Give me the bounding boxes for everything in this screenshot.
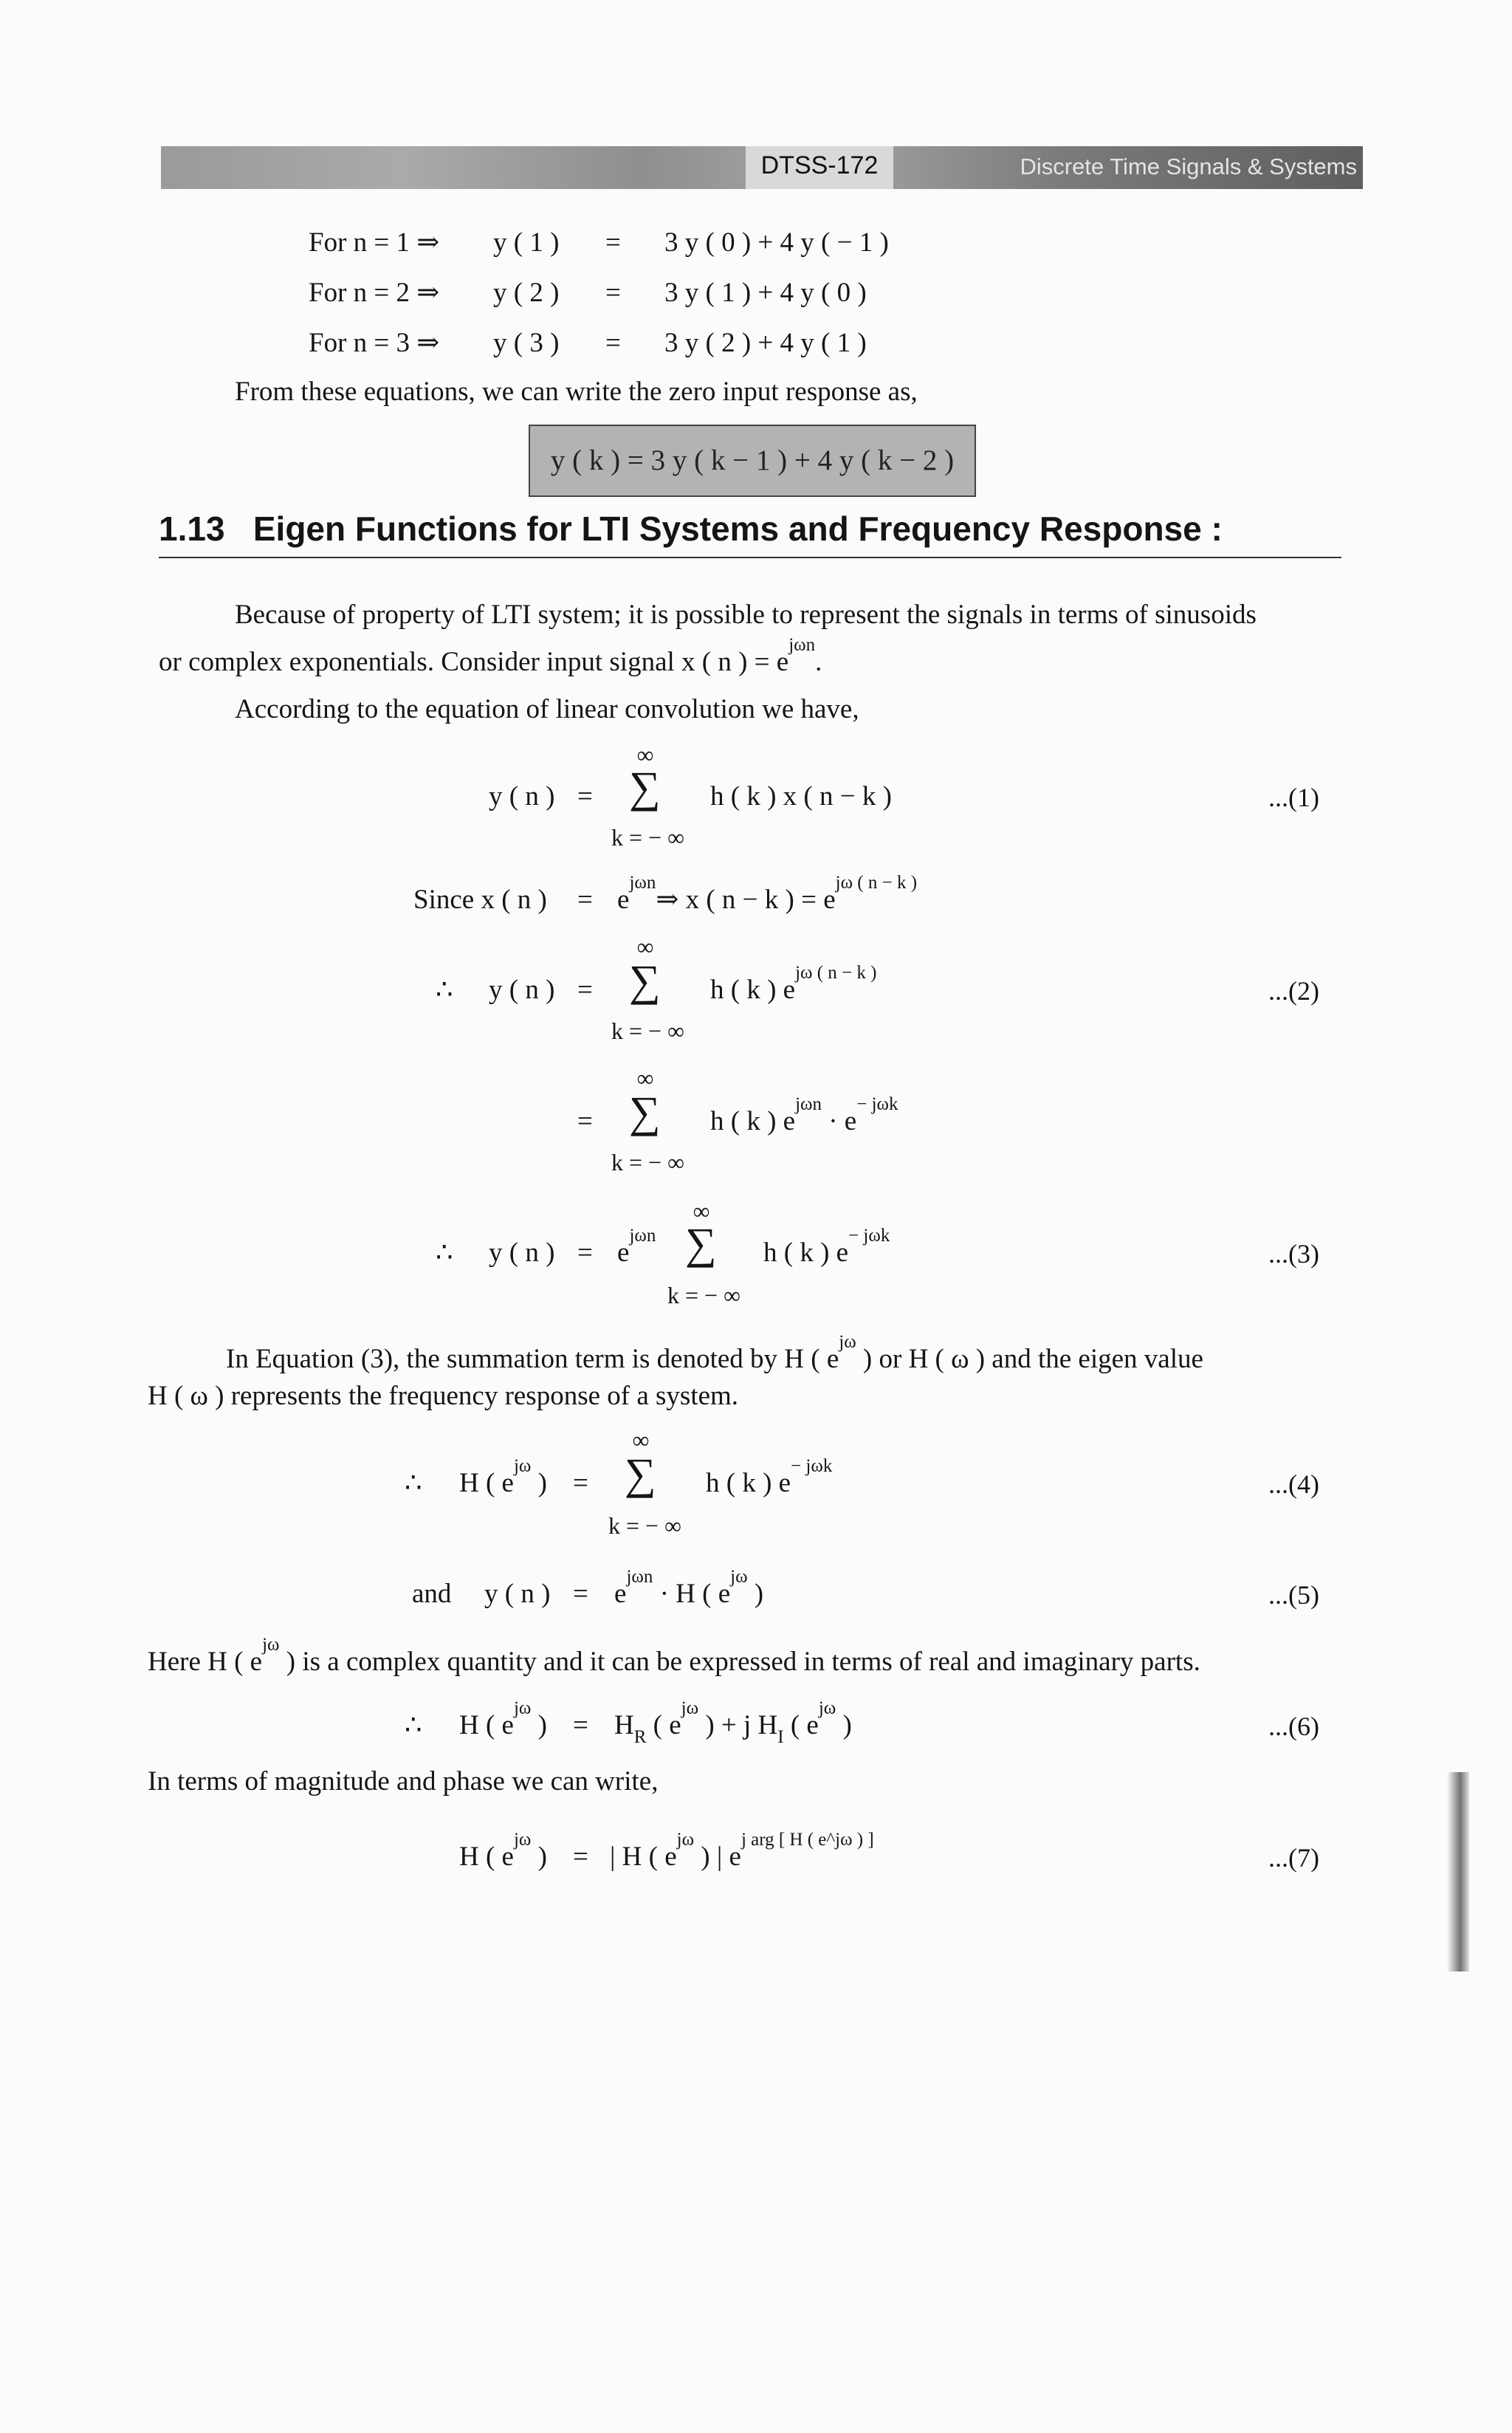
eq5-rhs: $e^{j\omega n} \cdot H$ ( $e^{j\omega}$ ) xyxy=(614,1567,764,1609)
eq5-label: and xyxy=(412,1579,452,1609)
eq7-equals: = xyxy=(573,1842,588,1872)
intro-line-3: According to the equation of linear convolution we have, xyxy=(235,694,859,724)
recurrence-eq-1: = xyxy=(605,227,621,258)
recurrence-rhs-3: 3 y ( 2 ) + 4 y ( 1 ) xyxy=(664,328,867,358)
eq2b-lower-limit: k = − ∞ xyxy=(611,1149,684,1176)
eq2b-sigma: ∑ xyxy=(629,1088,661,1136)
section-heading xyxy=(159,509,1223,548)
eq4-body: h ( k ) $e^{- j\omega k}$ xyxy=(706,1456,833,1498)
recurrence-eq-3: = xyxy=(605,328,621,358)
eq1-upper-limit: ∞ xyxy=(636,741,654,768)
recurrence-cond-2: For n = 2 ⇒ xyxy=(309,278,440,308)
eq2b-equals: = xyxy=(577,1106,593,1136)
eq4-lower-limit: k = − ∞ xyxy=(608,1512,681,1539)
eq2b-body: h ( k ) $e^{j\omega n} \cdot e^{- j\omega k}$ xyxy=(710,1094,898,1136)
eq3-sigma: ∑ xyxy=(685,1219,717,1268)
eq3-equals: = xyxy=(577,1238,593,1268)
eq2-sigma: ∑ xyxy=(629,956,661,1005)
eq1-equals: = xyxy=(577,781,593,811)
eq1-lower-limit: k = − ∞ xyxy=(611,824,684,851)
eq3-prefactor: $e^{j\omega n}$ xyxy=(617,1226,656,1268)
para4: In terms of magnitude and phase we can write, xyxy=(148,1766,659,1797)
recurrence-cond-3: For n = 3 ⇒ xyxy=(309,328,440,358)
recurrence-conclusion: From these equations, we can write the zero input response as, xyxy=(235,377,918,407)
recurrence-rhs-1: 3 y ( 0 ) + 4 y ( − 1 ) xyxy=(664,227,889,258)
eq6-lhs: H ( $e^{j\omega}$ ) xyxy=(459,1698,547,1740)
recurrence-rhs-2: 3 y ( 1 ) + 4 y ( 0 ) xyxy=(664,278,867,308)
eq2-lower-limit: k = − ∞ xyxy=(611,1018,684,1044)
eq4-therefore: ∴ xyxy=(405,1468,422,1498)
para3: Here H ( $e^{j\omega}$ ) is a complex quantity and it can be expressed in terms of real and imaginary parts. xyxy=(148,1635,1200,1677)
eq3-therefore: ∴ xyxy=(436,1238,453,1268)
eq4-upper-limit: ∞ xyxy=(632,1427,650,1453)
recurrence-lhs-3: y ( 3 ) xyxy=(493,328,560,358)
eq2-upper-limit: ∞ xyxy=(636,933,654,960)
eq1-number: ...(1) xyxy=(1268,783,1319,812)
eq6-therefore: ∴ xyxy=(405,1710,422,1740)
eq7-number: ...(7) xyxy=(1268,1843,1319,1873)
since-rhs: $e^{j\omega n}\Rightarrow$ x ( n − k ) = $e^{j\omega ( n - k )}$ xyxy=(617,873,918,915)
eq4-lhs: H ( $e^{j\omega}$ ) xyxy=(459,1456,547,1498)
eq2b-upper-limit: ∞ xyxy=(636,1065,654,1091)
recurrence-eq-2: = xyxy=(605,278,621,308)
recurrence-lhs-2: y ( 2 ) xyxy=(493,278,560,308)
section-rule xyxy=(159,557,1341,558)
eq6-number: ...(6) xyxy=(1268,1712,1319,1741)
eq1-body: h ( k ) x ( n − k ) xyxy=(710,781,892,811)
para2-line-1: In Equation (3), the summation term is denoted by H ( $e^{j\omega}$ ) or H ( ω ) and the eigen value xyxy=(226,1332,1203,1374)
eq4-number: ...(4) xyxy=(1268,1469,1319,1499)
eq3-lhs: y ( n ) xyxy=(489,1238,555,1268)
eq7-lhs: H ( $e^{j\omega}$ ) xyxy=(459,1830,547,1872)
eq6-equals: = xyxy=(573,1710,588,1740)
eq3-body: h ( k ) $e^{- j\omega k}$ xyxy=(763,1226,890,1268)
recurrence-lhs-1: y ( 1 ) xyxy=(493,227,560,258)
eq6-rhs: $H_R$ ( $e^{j\omega}$ ) + j $H_I$ ( $e^{j\omega}$ ) xyxy=(614,1698,852,1747)
subject-title: Discrete Time Signals & Systems xyxy=(1020,154,1357,179)
eq2-number: ...(2) xyxy=(1268,976,1319,1006)
since-label: Since x ( n ) xyxy=(413,885,547,915)
section-number: 1.13 xyxy=(159,509,225,548)
eq4-equals: = xyxy=(573,1468,588,1498)
eq5-equals: = xyxy=(573,1579,588,1609)
para2-line-2: H ( ω ) represents the frequency response of a system. xyxy=(148,1381,739,1411)
intro-line-2: or complex exponentials. Consider input signal x ( n ) = $e^{j\omega n}$. xyxy=(159,635,822,677)
intro-line-1: Because of property of LTI system; it is possible to represent the signals in terms of sinusoids xyxy=(235,600,1257,630)
eq7-rhs: | H ( $e^{j\omega}$ ) | $e^{j arg [ H ( e\^{}j\omega ) ]}$ xyxy=(610,1830,874,1872)
since-equals: = xyxy=(577,885,593,915)
eq2-lhs: y ( n ) xyxy=(489,975,555,1005)
eq2-therefore: ∴ xyxy=(436,975,453,1005)
zero-input-equation: y ( k ) = 3 y ( k − 1 ) + 4 y ( k − 2 ) xyxy=(550,445,955,476)
recurrence-cond-1: For n = 1 ⇒ xyxy=(309,227,440,258)
eq5-number: ...(5) xyxy=(1268,1580,1319,1610)
page-code: DTSS-172 xyxy=(760,151,879,179)
section-title: Eigen Functions for LTI Systems and Frequency Response : xyxy=(252,509,1223,548)
eq3-number: ...(3) xyxy=(1268,1239,1319,1269)
eq2-equals: = xyxy=(577,975,593,1005)
eq4-sigma: ∑ xyxy=(625,1449,656,1498)
eq3-upper-limit: ∞ xyxy=(693,1198,710,1224)
eq1-lhs: y ( n ) xyxy=(489,781,555,811)
binding-shadow xyxy=(1447,1772,1469,1972)
eq5-lhs: y ( n ) xyxy=(484,1579,551,1609)
eq2-body: h ( k ) $e^{j\omega ( n - k )}$ xyxy=(710,963,877,1005)
eq1-sigma: ∑ xyxy=(629,763,661,811)
eq3-lower-limit: k = − ∞ xyxy=(667,1282,740,1308)
